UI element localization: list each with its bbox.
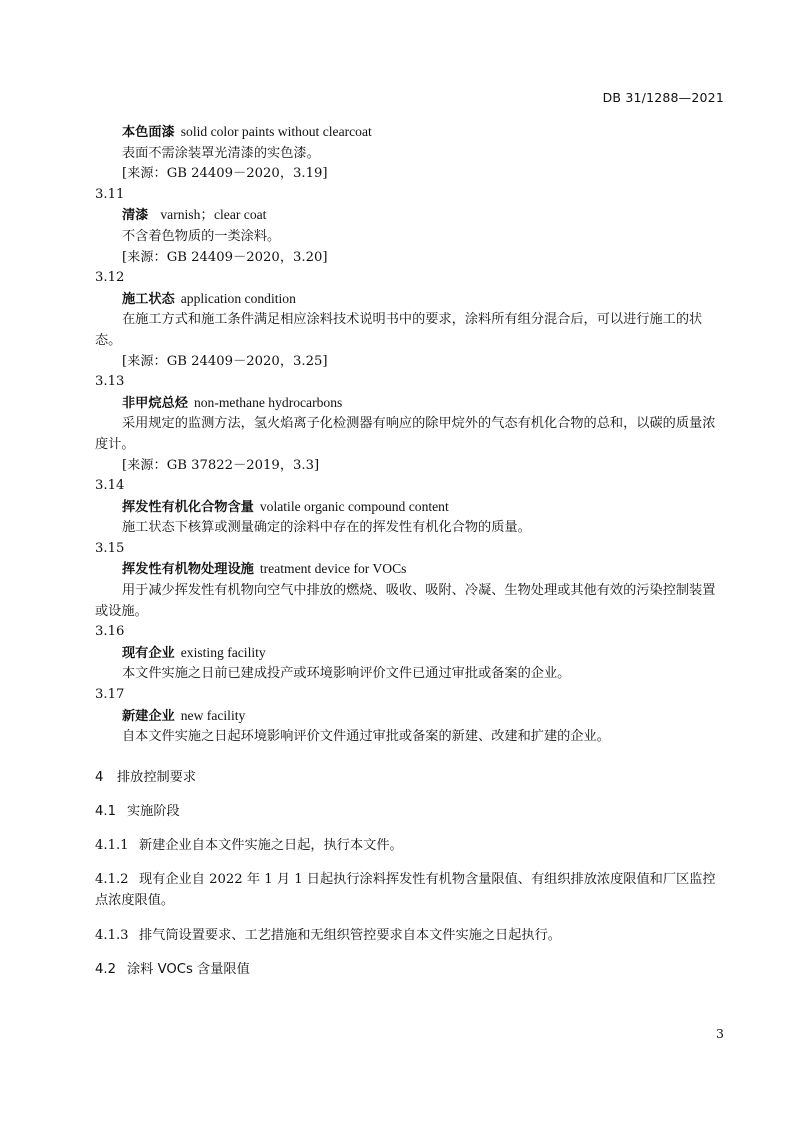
term-heading [95,122,725,144]
term-english: solid color paints without clearcoat [180,124,372,139]
subsection-title: 实施阶段 [127,803,180,819]
term-definition: 自本文件实施之日起环境影响评价文件通过审批或备案的新建、改建和扩建的企业。 [122,729,610,745]
clause-number: 3.15 [95,540,125,556]
term-heading [95,497,725,519]
term-chinese: 现有企业 [122,645,175,661]
subsection-heading [95,960,725,980]
term-definition: 不含着色物质的一类涂料。 [122,228,281,244]
term-heading [95,289,725,311]
term-english: existing facility [180,644,266,660]
clause-number: 3.11 [95,186,125,202]
term-english: application condition [180,290,296,306]
clause-paragraph [95,926,725,947]
term-chinese: 非甲烷总烃 [122,395,188,411]
subsection-title: 涂料 VOCs 含量限值 [127,962,250,978]
clause-number: 3.12 [95,270,125,286]
term-source: [来源：GB 24409－2020，3.25] [122,353,328,369]
term-english: volatile organic compound content [259,498,449,514]
clause-number: 4.1.3 [95,927,129,943]
term-definition: 用于减少挥发性有机物向空气中排放的燃烧、吸收、吸附、冷凝、生物处理或其他有效的污染控制装置或设施。 [95,583,716,619]
term-chinese: 挥发性有机物处理设施 [122,562,254,578]
term-english: non-methane hydrocarbons [193,394,343,410]
term-chinese: 本色面漆 [122,125,175,140]
clause-paragraph [95,836,725,857]
clause-number: 3.16 [95,624,125,640]
clause-number: 3.17 [95,687,125,703]
subsection-heading [95,802,725,822]
clause-number: 3.13 [95,374,125,390]
clause-number: 4.1.1 [95,837,129,853]
term-english: varnish；clear coat [160,207,267,223]
section-number: 4 [95,769,104,785]
term-heading [95,559,725,581]
term-chinese: 挥发性有机化合物含量 [122,499,254,515]
page-number: 3 [716,1026,724,1041]
clause-number: 4.1.2 [95,872,129,888]
term-definition: 施工状态下核算或测量确定的涂料中存在的挥发性有机化合物的质量。 [122,520,531,536]
subsection-number: 4.1 [95,803,116,819]
term-chinese: 新建企业 [122,708,175,724]
section-title: 排放控制要求 [117,769,197,785]
term-definition: 在施工方式和施工条件满足相应涂料技术说明书中的要求，涂料所有组分混合后，可以进行施工的状态。 [95,312,703,348]
term-definition: 采用规定的监测方法，氢火焰离子化检测器有响应的除甲烷外的气态有机化合物的总和，以碳的质量浓度计。 [95,416,716,452]
term-source: [来源：GB 37822－2019，3.3] [122,457,320,473]
term-definition: 表面不需涂装罩光清漆的实色漆。 [122,145,320,161]
term-heading [95,643,725,665]
document-body [95,122,725,980]
term-chinese: 施工状态 [122,291,175,307]
term-heading [95,393,725,415]
clause-paragraph [95,870,725,911]
term-chinese: 清漆 [122,208,149,224]
term-source: [来源：GB 24409－2020，3.19] [122,166,328,182]
term-heading [95,205,725,227]
clause-text: 现有企业自 2022 年 1 月 1 日起执行涂料挥发性有机物含量限值、有组织排放浓度限值和厂区监控点浓度限值。 [95,872,716,908]
section-heading [95,768,725,788]
standard-code: DB 31/1288—2021 [602,90,724,105]
clause-text: 新建企业自本文件实施之日起，执行本文件。 [139,837,403,853]
clause-number: 3.14 [95,478,125,494]
term-source: [来源：GB 24409－2020，3.20] [122,249,328,265]
term-heading [95,706,725,728]
term-definition: 本文件实施之日前已建成投产或环境影响评价文件已通过审批或备案的企业。 [122,666,571,682]
term-english: new facility [180,707,246,723]
subsection-number: 4.2 [95,962,116,978]
clause-text: 排气筒设置要求、工艺措施和无组织管控要求自本文件实施之日起执行。 [139,927,561,943]
term-english: treatment device for VOCs [259,561,407,577]
